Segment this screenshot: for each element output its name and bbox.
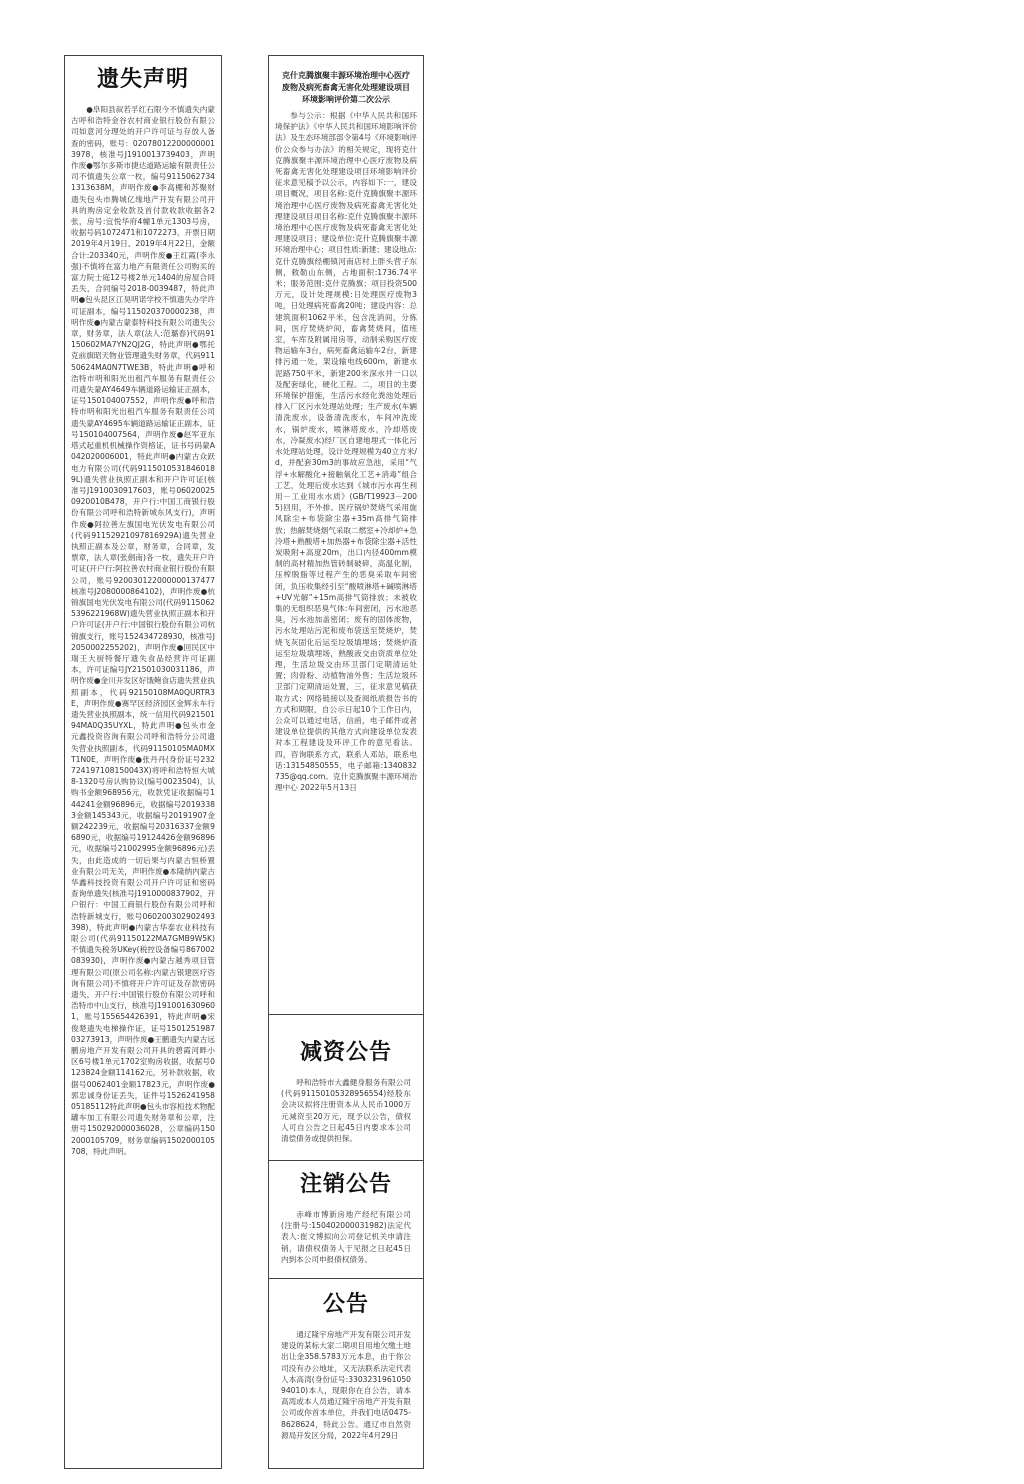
lost-notice-title: 遗失声明	[96, 67, 189, 92]
eia-notice-title: 克什克腾旗聚丰源环境治理中心医疗废物及病死畜禽无害化处理建设项目环境影响评价第二次公示	[282, 71, 410, 104]
capital-reduction-title: 减资公告	[299, 1040, 392, 1065]
eia-notice-text: 参与公示：根据《中华人民共和国环境保护法》《中华人民共和国环境影响评价法》及生态环境部部令第4号《环境影响评价公众参与办法》的相关规定，现将克什克腾旗聚丰源环境治理中心医疗废物及病死畜禽无害化处理建设项目环境影响评价征求意见稿予以公示，内容如下:一，建设项目概况，项目名称:克什克腾旗聚丰源环境治理中心医疗废物及病死畜禽无害化处理建设项目项目名称:克什克腾旗聚丰源环境治理中心医疗废物及病死畜禽无害化处理建设项目；建设单位:克什克腾旗聚丰源环境治理中心；项目性质:新建；建设地点:克什克腾旗经棚镇河南店村上胖头营子东侧，敕勒山东侧，占地面积:1736.74平米；服务范围:克什克腾旗；项目投资500万元，设计处理规模:日处理医疗废物3吨，日处理病死畜禽20吨；建设内容：总建筑面积1062平米，包含洗消间，分拣间，医疗焚烧炉间，畜禽焚烧间，值班室，车库及附属用房等，动制采购医疗废物运输车3台，病死畜禽运输车2台，新建排污通一处，架设输电线600m，新建水泥路750平米，新建200米深水井一口以及配套绿化，硬化工程。二，项目的主要环境保护措施，生活污水经化粪池处理后排入厂区污水处理站处理；生产废水(车辆清洗废水，设备清洗废水，车间冲洗废水，锅炉废水，喷淋塔废水，冷却塔废水，冷凝废水)经厂区自建地埋式一体化污水处理站处理，设计处理规模为40立方米/d，并配套30m3的事故应急池，采用“气浮+水解酸化+接触氧化工艺+消毒”组合工艺，处理后废水达到《城市污水再生利用－工业用水水质》(GB/T19923－2005)回用，不外排。医疗锅炉焚烧气采用旋风除尘+布袋除尘器+35m高排气筒排放；热解焚烧烟气采取二燃室+冷却炉+急冷塔+熟酸塔+加热器+布袋除尘器+活性炭吸附+高度20m，出口内径400mm模制的高材精加热管砖制破碎，高温化制，压榨脱脂等过程产生的恶臭采取车间密闭，负压收集经引至“酸喷淋塔+碱喷淋塔+UV光解”+15m高排气筒排放；未被收集的无组织恶臭气体:车间密闭，污水池恶臭，污水池加盖密闭；废有的固体废物，污水处理站污泥和废布袋送至焚烧炉，焚烧飞灰固化后运至垃圾填埋场；焚烧炉渣运至垃圾填埋场，熟酸液交由资质单位处理，生活垃圾交由环卫部门定期清运处置；肉骨粉、动植物油外售；生活垃圾环卫部门定期清运处置，三，征求意见稿获取方式；网络链接以及查阅纸质报告书的方式和期限，自公示日起10个工作日内，公众可以通过电话，信函，电子邮件或者建设单位提供的其他方式向建设单位发表对本工程建设及环评工作的意见看法。四，咨询联系方式，联系人邓站，联系电话:13154850555，电子邮箱:1340832735@qq.com。克什克腾旗聚丰源环境治理中心 2022年5月13日	[275, 111, 417, 793]
divider	[269, 1014, 423, 1016]
lost-notice-text: ●阜阳县叙若孚红石限今不慎遗失内蒙古呼和浩特金谷农村商业银行股份有限公司如意河分理处的开户许可证与存放人备查的密码，账号：020780122000000013978，核准号J1910013739403，声明作废●鄂尔多斯市捷达道路运输有限责任公司不慎遗失公章一枚，编号91150627341313638M，声明作废●李高棚和苏聚财遗失包头市腾城亿缘地产开发有限公司开具的购房定金收款及首付款收款收据各2张，房号:宜悦华府4幢1单元1303号房，收据号码1072471和1072273，开票日期2019年4月19日、2019年4月22日，金额合计:203340元，声明作废●王红霞(李永强)不慎将在富力地产有限责任公司购买的富力院士庭12号楼2单元1404的房屋合同丢失，合同编号2018-0039487，特此声明●包头昆区江昊明诺学校不慎遗失办学许可证副本，编号115020370000238，声明作废●内蒙古蒙泰特科技有限公司遗失公章，财务章，法人章(法人:范璐春)代码91150602MA7YN2QJ2G，特此声明●鄂托克前旗昭天物业管理遗失财务章，代码91150624MA0N7TWE3B，特此声明●呼和浩特市明和阳光出租汽车服务有限责任公司遗失蒙AY4649车辆道路运输证正副本，证号150104007552，声明作废●呼和浩特市明和阳光出租汽车服务有限责任公司遗失蒙AY4695车辆道路运输证正副本，证号150104007564，声明作废●赵军亚东塔式起重机机械操作资格证，证书号码蒙A042020006001，特此声明●内蒙古众跃电力有限公司(代码91150105318460189L)遗失营业执照正副本和开户许可证(核准号J1910030917603，账号060200250920010B478，开户行:中国工商银行股份有限公司呼和浩特新城东风支行)，声明作废●阿拉善左旗国电光伏发电有限公司(代码91152921097816929A)遗失营业执照正副本及公章，财务章，合同章，发票章，法人章(张劍南)各一枚，遗失开户许可证(开户行:阿拉善农村商业银行股份有限公司，账号920030122000000137477核准号J2080000864102)，声明作废●杭锦旗国电光伏发电有限公司(代码91150625396221968W)遗失营业执照正副本和开户许可证(开户行:中国银行股份有限公司杭锦旗支行，账号152434728930，核准号J2050002255202)，声明作废●回民区中瑞王大厨特餐厅遗失食品经营许可证副本，许可证编号JY21501030031186，声明作废●金川开发区好饿鲍食店遗失营业执照副本，代码92150108MA0QURTR3E，声明作废●赛罕区经济园区金辉永车行遗失营业执照副本，统一信用代码92150194MA0Q35UYXL，特此声明●包头市金元鑫投资咨询有限公司呼和浩特分公司遗失营业执照副本，代码91150105MA0MXT1N0E，声明作废●张丹丹(身份证号232724197108150043X)将呼和浩特恒大城8-1320号房认购协议(编号0023504)，认购书金额968956元，收款凭证收据编号144241金额96896元，收据编号20193383金额145343元，收据编号20191907金额242239元，收据编号20316337金额96890元，收据编号19124426金额96896元，收据编号21002995金额96896元)丢失，由此造成的一切后果与内蒙古恒桥置业有限公司无关，声明作废●本隆纳内蒙古华鑫科技投资有限公司开户许可证和密码查询单遗失(核准号J1910000837902，开户银行：中国工商银行股份有限公司呼和浩特新城支行，账号060200302902493398)，特此声明●内蒙古华泰农业科技有限公司(代码91150122MA7GMB9W5K)不慎遗失税务UKey(税控设备编号867002083930)，声明作废●内蒙古越秀项目管理有限公司(原公司名称:内蒙古银建医疗咨询有限公司)不慎将开户许可证及存款密码遗失，开户行:中国银行股份有限公司呼和浩特市中山支行，核准号J1910016309601，账号155654426391，特此声明●宋俊楚遗失电梯操作证，证号150125198703273913，声明作废●王鹏遗失内蒙古远鹏房地产开发有限公司开具的碧霞河畔小区6号楼1单元1702室购房收据，收据号0123824金额114162元，另补款收据，收据号0062401金额17823元，声明作废●郭忠诚身份证丢失，证件号152624195805185112特此声明●包头市容桓技术物配罐车加工有限公司遗失财务章和公章，注册号150292000036028，公章编码1502000105709，财务章编码1502000105708，特此声明。	[71, 105, 215, 1156]
capital-reduction-section	[269, 1031, 423, 1161]
announcement-title: 公告	[322, 1292, 369, 1317]
notices-column	[268, 55, 424, 1469]
cancellation-section	[269, 1161, 423, 1279]
announcement-text: 通辽隆宇房地产开发有限公司开发建设的某标大家二期项目用地欠缴土地出让金358.5783万元本息，由于你公司没有办公地址，又无法联系法定代表人本高湾(身份证号:330323196105094010)本人，现限你在自公告，请本高湾或本人员通辽隆宇房地产开发有限公司或你首本单位，并我们电话0475-8628624，特此公告。通辽市自然资源局开发区分局，2022年4月29日	[281, 1330, 411, 1440]
cancellation-text: 赤峰市博新房地产经纪有限公司(注册号:150402000031982)法定代表人:崔文博拟向公司登记机关申请注销，请债权债务人于见报之日起45日内到本公司申报债权债务。	[281, 1210, 411, 1264]
lost-notice-column	[64, 55, 222, 1469]
cancellation-title: 注销公告	[299, 1172, 392, 1197]
capital-reduction-text: 呼和浩特市大鑫健身服务有限公司(代码91150105328956554)经股东会决议拟将注册资本从人民币1000万元减资至20万元，现予以公告，债权人可自公告之日起45日内要求本公司清偿债务或提供担保。	[281, 1078, 411, 1144]
announcement-section	[269, 1279, 423, 1469]
eia-notice-section	[269, 56, 423, 1014]
